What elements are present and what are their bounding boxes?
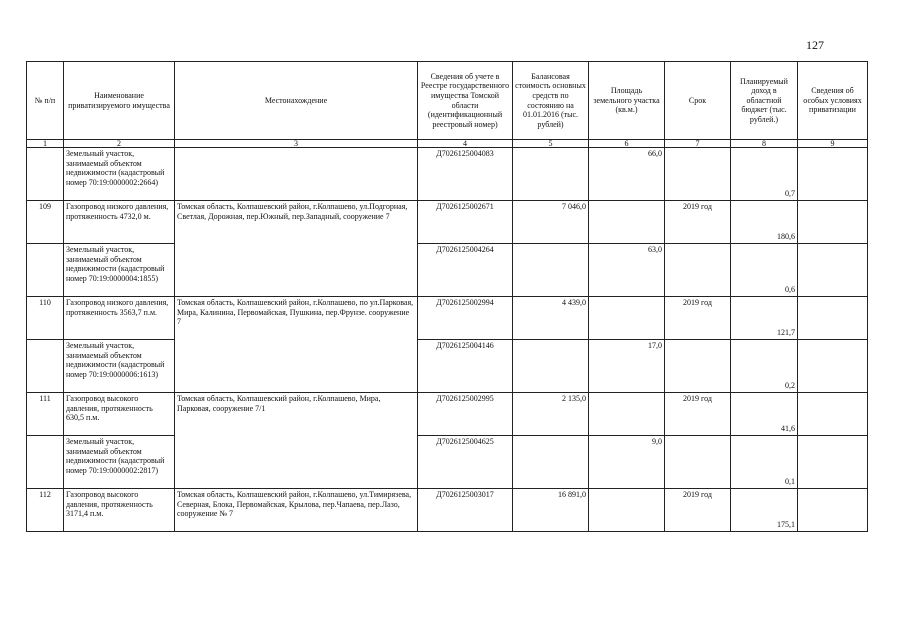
table-row [27,393,868,436]
table-row [27,489,868,532]
header-cell: Планируемый доход в областной бюджет (тыс. рублей.) [731,62,798,140]
header-cell: № п/п [27,62,64,140]
column-number: 5 [513,140,589,148]
registry-number: Д7026125002995 [418,393,513,436]
planned-income: 41,6 [731,393,798,436]
column-number: 4 [418,140,513,148]
balance-value [513,340,589,393]
table-row [27,436,868,489]
header-cell: Площадь земельного участка (кв.м.) [589,62,665,140]
row-number [27,148,64,201]
table-row [27,148,868,201]
special-conditions [798,201,868,244]
term [665,436,731,489]
column-number: 9 [798,140,868,148]
land-area: 63,0 [589,244,665,297]
balance-value [513,436,589,489]
special-conditions [798,340,868,393]
header-cell: Балансовая стоимость основных средств по состоянию на 01.01.2016 (тыс. рублей) [513,62,589,140]
balance-value: 2 135,0 [513,393,589,436]
item-name: Газопровод низкого давления, протяженность 4732,0 м. [64,201,175,244]
column-number-row [27,140,868,148]
planned-income: 0,7 [731,148,798,201]
term: 2019 год [665,201,731,244]
row-number: 112 [27,489,64,532]
land-area [589,297,665,340]
row-number [27,436,64,489]
land-area: 66,0 [589,148,665,201]
item-name: Газопровод высокого давления, протяженность 630,5 п.м. [64,393,175,436]
planned-income: 0,1 [731,436,798,489]
special-conditions [798,393,868,436]
registry-number: Д7026125002994 [418,297,513,340]
planned-income: 180,6 [731,201,798,244]
term: 2019 год [665,393,731,436]
column-number: 8 [731,140,798,148]
balance-value: 16 891,0 [513,489,589,532]
item-address: Томская область, Колпашевский район, г.Колпашево, Мира, Парковая, сооружение 7/1 [175,393,418,489]
special-conditions [798,489,868,532]
balance-value [513,148,589,201]
balance-value [513,244,589,297]
registry-number: Д7026125003017 [418,489,513,532]
item-name: Газопровод высокого давления, протяженность 3171,4 п.м. [64,489,175,532]
planned-income: 0,2 [731,340,798,393]
planned-income: 0,6 [731,244,798,297]
header-cell: Местонахождение [175,62,418,140]
balance-value: 4 439,0 [513,297,589,340]
header-cell: Сведения об особых условиях приватизации [798,62,868,140]
item-name: Земельный участок, занимаемый объектом недвижимости (кадастровый номер 70:19:0000002:2664) [64,148,175,201]
term [665,340,731,393]
column-number: 3 [175,140,418,148]
item-name: Земельный участок, занимаемый объектом недвижимости (кадастровый номер 70:19:0000004:1855) [64,244,175,297]
page-number: 127 [806,38,824,52]
term: 2019 год [665,297,731,340]
column-number: 7 [665,140,731,148]
column-number: 1 [27,140,64,148]
registry-number: Д7026125004146 [418,340,513,393]
header-row [27,62,868,140]
balance-value: 7 046,0 [513,201,589,244]
land-area [589,201,665,244]
special-conditions [798,244,868,297]
table-row [27,201,868,244]
row-number [27,244,64,297]
header-cell: Срок [665,62,731,140]
header-cell: Сведения об учете в Реестре государственного имущества Томской области (идентификационный реестровый номер) [418,62,513,140]
table-row [27,244,868,297]
item-address: Томская область, Колпашевский район, г.Колпашево, ул.Подгорная, Светлая, Дорожная, пер.Южный, пер.Западный, сооружение 7 [175,201,418,297]
item-address [175,148,418,201]
registry-number: Д7026125004625 [418,436,513,489]
planned-income: 175,1 [731,489,798,532]
row-number: 109 [27,201,64,244]
item-address: Томская область, Колпашевский район, г.Колпашево, по ул.Парковая, Мира, Калинина, Первомайская, Пушкина, пер.Фрунзе. сооружение 7 [175,297,418,393]
item-name: Земельный участок, занимаемый объектом недвижимости (кадастровый номер 70:19:0000006:1613) [64,340,175,393]
table-row [27,297,868,340]
registry-number: Д7026125002671 [418,201,513,244]
planned-income: 121,7 [731,297,798,340]
table-row [27,340,868,393]
item-name: Земельный участок, занимаемый объектом недвижимости (кадастровый номер 70:19:0000002:2817) [64,436,175,489]
column-number: 2 [64,140,175,148]
special-conditions [798,148,868,201]
row-number: 111 [27,393,64,436]
row-number: 110 [27,297,64,340]
header-cell: Наименование приватизируемого имущества [64,62,175,140]
special-conditions [798,436,868,489]
special-conditions [798,297,868,340]
land-area [589,393,665,436]
registry-number: Д7026125004264 [418,244,513,297]
land-area: 17,0 [589,340,665,393]
term [665,244,731,297]
column-number: 6 [589,140,665,148]
row-number [27,340,64,393]
term: 2019 год [665,489,731,532]
item-name: Газопровод низкого давления, протяженность 3563,7 п.м. [64,297,175,340]
registry-number: Д7026125004083 [418,148,513,201]
term [665,148,731,201]
land-area: 9,0 [589,436,665,489]
item-address: Томская область, Колпашевский район, г.Колпашево, ул.Тимирязева, Северная, Блока, Первомайская, Крылова, пер.Чапаева, пер.Лазо, сооружение № 7 [175,489,418,532]
privatization-table [26,61,868,532]
land-area [589,489,665,532]
